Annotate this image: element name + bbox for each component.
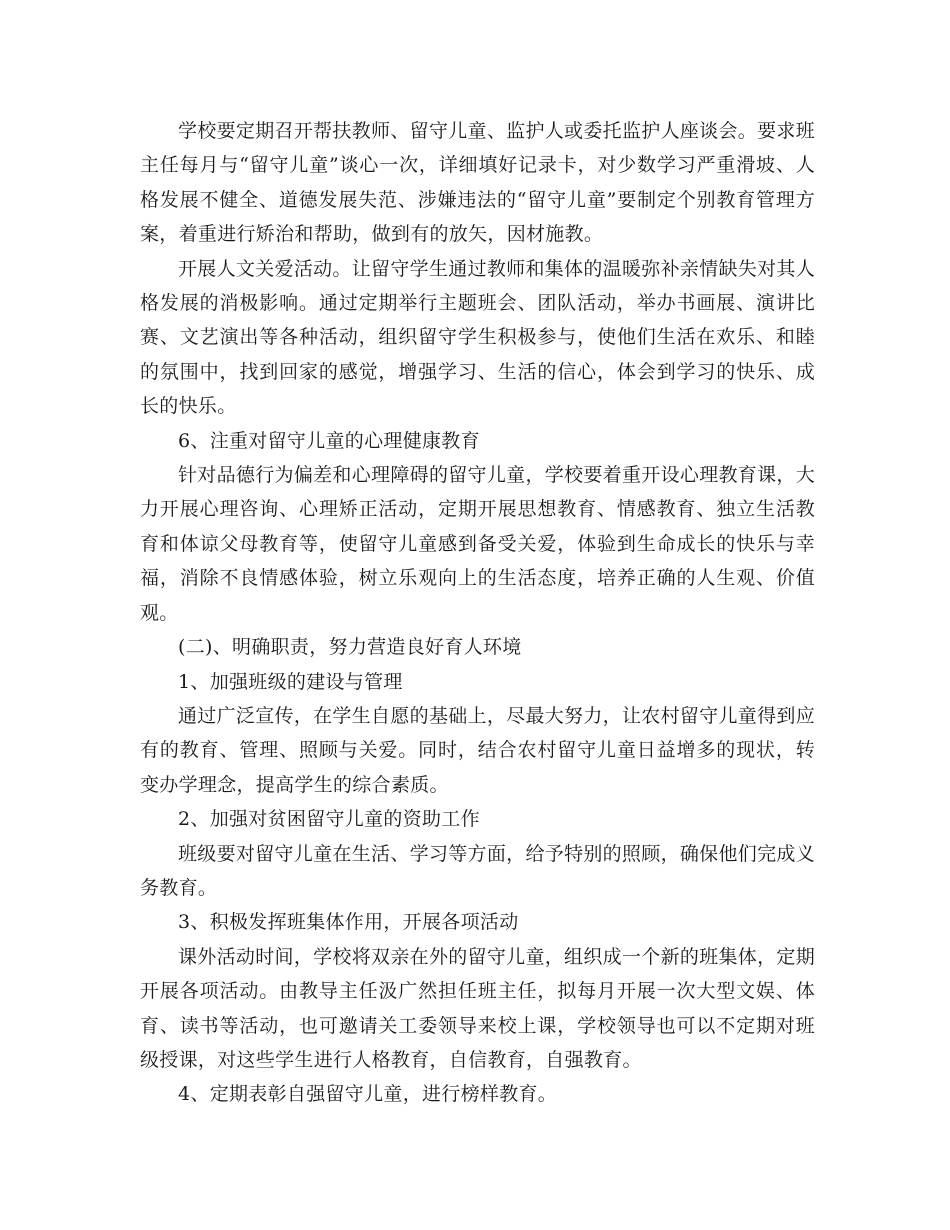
section-heading-responsibilities: (二)、明确职责，努力营造良好育人环境 [178,636,522,659]
heading-role-model-education: 4、定期表彰自强留守儿童，进行榜样教育。 [178,1083,558,1106]
heading-financial-aid: 2、加强对贫困留守儿童的资助工作 [178,808,480,831]
heading-mental-health: 6、注重对留守儿童的心理健康教育 [178,429,480,452]
document-body [140,114,815,1112]
paragraph-meeting: 学校要定期召开帮扶教师、留守儿童、监护人或委托监护人座谈会。要求班主任每月与“留守儿童”谈心一次，详细填好记录卡，对少数学习严重滑坡、人格发展不健全、道德发展失范、涉嫌违法的“留守儿童”要制定个别教育管理方案，着重进行矫治和帮助，做到有的放矢，因材施教。 [140,120,815,246]
paragraph-financial-aid: 班级要对留守儿童在生活、学习等方面，给予特别的照顾，确保他们完成义务教育。 [140,842,815,899]
heading-class-management: 1、加强班级的建设与管理 [178,670,403,693]
paragraph-mental-health: 针对品德行为偏差和心理障碍的留守儿童，学校要着重开设心理教育课，大力开展心理咨询、心理矫正活动，定期开展思想教育、情感教育、独立生活教育和体谅父母教育等，使留守儿童感到备受关爱，体验到生命成长的快乐与幸福，消除不良情感体验，树立乐观向上的生活态度，培养正确的人生观、价值观。 [140,464,815,624]
paragraph-humanistic-care: 开展人文关爱活动。让留守学生通过教师和集体的温暖弥补亲情缺失对其人格发展的消极影响。通过定期举行主题班会、团队活动，举办书画展、演讲比赛、文艺演出等各种活动，组织留守学生积极参与，使他们生活在欢乐、和睦的氛围中，找到回家的感觉，增强学习、生活的信心，体会到学习的快乐、成长的快乐。 [140,257,815,418]
paragraph-class-management: 通过广泛宣传，在学生自愿的基础上，尽最大努力，让农村留守儿童得到应有的教育、管理、照顾与关爱。同时，结合农村留守儿童日益增多的现状，转变办学理念，提高学生的综合素质。 [140,704,815,796]
paragraph-class-activities: 课外活动时间，学校将双亲在外的留守儿童，组织成一个新的班集体，定期开展各项活动。由教导主任汲广然担任班主任，拟每月开展一次大型文娱、体育、读书等活动，也可邀请关工委领导来校上课，学校领导也可以不定期对班级授课，对这些学生进行人格教育，自信教育，自强教育。 [140,945,815,1071]
heading-class-activities: 3、积极发挥班集体作用，开展各项活动 [178,911,519,934]
